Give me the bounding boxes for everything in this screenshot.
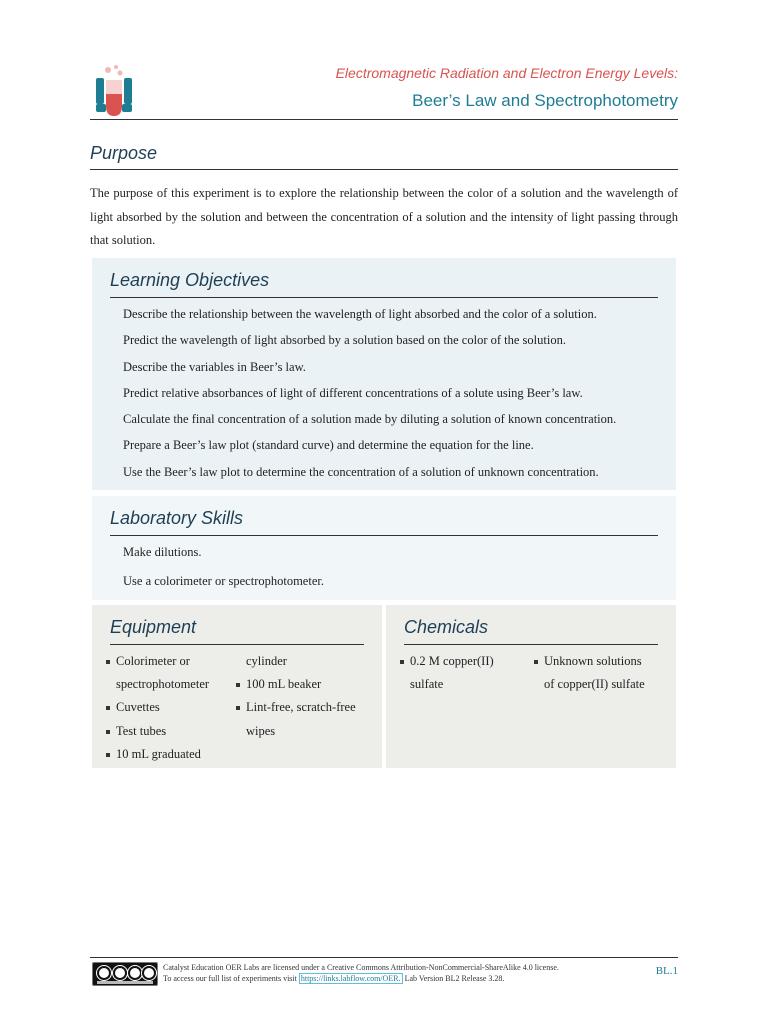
chemical-item-continued: sulfate	[410, 677, 444, 692]
equipment-list-column-2	[236, 650, 376, 766]
learning-objectives-box	[92, 258, 676, 490]
lab-flask-logo-icon	[94, 64, 134, 118]
skill-item: Make dilutions.	[123, 545, 202, 559]
page-number: BL.1	[655, 965, 678, 977]
lab-subtitle: Electromagnetic Radiation and Electron Energy Levels:	[335, 65, 678, 81]
objective-item: Predict the wavelength of light absorbed by a solution based on the color of the solution.	[123, 333, 566, 348]
objective-item: Calculate the final concentration of a solution made by diluting a solution of known concentration.	[123, 412, 617, 427]
page-header	[90, 62, 678, 120]
equipment-box	[92, 605, 382, 768]
learning-objectives-heading: Learning Objectives	[110, 270, 270, 290]
equipment-item: Colorimeter or	[106, 650, 236, 673]
learning-objectives-heading-bar	[110, 268, 658, 298]
objective-item: Predict relative absorbances of light of different concentrations of a solute using Beer’s law.	[123, 385, 583, 400]
chemicals-box	[386, 605, 676, 768]
objective-item: Describe the relationship between the wavelength of light absorbed and the color of a solution.	[123, 307, 597, 321]
chemicals-list-column-2	[534, 650, 670, 696]
objective-item: Use the Beer’s law plot to determine the concentration of a solution of unknown concentration.	[123, 464, 599, 479]
purpose-heading: Purpose	[90, 143, 158, 163]
chemical-item: 0.2 M copper(II)	[400, 650, 534, 673]
chemical-item: Unknown solutions	[534, 650, 670, 673]
equipment-item: Test tubes	[106, 720, 236, 743]
chemical-item-continued: of copper(II) sulfate	[544, 677, 645, 692]
chemicals-heading-bar	[404, 615, 658, 645]
equipment-item: 100 mL beaker	[236, 673, 376, 696]
chemicals-columns	[400, 650, 670, 696]
equipment-heading: Equipment	[110, 617, 197, 637]
objective-item: Prepare a Beer’s law plot (standard curve) and determine the equation for the line.	[123, 438, 534, 453]
equipment-columns	[106, 650, 376, 766]
equipment-item-continued: spectrophotometer	[116, 677, 210, 692]
laboratory-skills-list	[123, 543, 324, 601]
purpose-text: The purpose of this experiment is to explore the relationship between the color of a solution and the wavelength of light absorbed by the solution and between the concentration of a solution and the intensity of light passing through that solution.	[90, 186, 678, 247]
equipment-item: 10 mL graduated	[106, 743, 236, 766]
laboratory-skills-heading: Laboratory Skills	[110, 508, 244, 528]
equipment-item-continued: wipes	[246, 723, 276, 738]
equipment-item: Lint-free, scratch-free	[236, 696, 376, 719]
chemicals-list-column-1	[400, 650, 534, 696]
equipment-heading-bar	[110, 615, 364, 645]
equipment-item-continued: cylinder	[246, 654, 287, 668]
laboratory-skills-box	[92, 496, 676, 600]
chemicals-heading: Chemicals	[404, 617, 489, 637]
license-line-1: Catalyst Education OER Labs are licensed under a Creative Commons Attribution-NonCommercial-ShareAlike 4.0 license.	[163, 963, 559, 972]
lab-title: Beer’s Law and Spectrophotometry	[412, 91, 678, 110]
oer-link[interactable]: https://links.labflow.com/OER.	[300, 974, 401, 983]
objective-item: Describe the variables in Beer’s law.	[123, 359, 306, 374]
equipment-list-column-1	[106, 650, 236, 766]
skill-item: Use a colorimeter or spectrophotometer.	[123, 574, 324, 588]
license-line-2: To access our full list of experiments visit https://links.labflow.com/OER. Lab Version BL2 Release 3.28.	[163, 974, 505, 983]
license-text	[163, 962, 559, 984]
laboratory-skills-heading-bar	[110, 506, 658, 536]
purpose-heading-bar	[90, 142, 678, 170]
learning-objectives-list	[123, 305, 616, 489]
equipment-item: Cuvettes	[106, 696, 236, 719]
page-footer	[90, 957, 678, 989]
cc-by-nc-sa-icon[interactable]	[92, 962, 158, 986]
